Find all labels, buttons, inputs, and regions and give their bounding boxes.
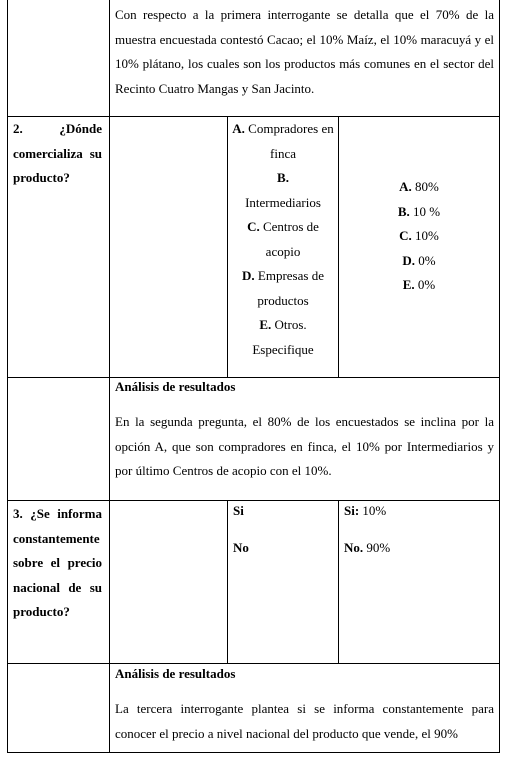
q2-option-b: B. Intermediarios (245, 170, 321, 210)
row-divider (7, 500, 500, 501)
q3-option-si: Si (233, 503, 244, 518)
q2-option-c: C. Centros de acopio (247, 219, 319, 259)
q2-option-e: E. Otros. Especifique (252, 317, 314, 357)
q2-result-e: E. 0% (402, 277, 436, 292)
column-divider-2 (227, 116, 228, 378)
table-border-bottom (7, 752, 500, 753)
q2-options-list (229, 117, 337, 362)
q2-result-c: C. 10% (399, 228, 439, 243)
column-divider-2b (227, 500, 228, 664)
q3-option-no: No (233, 540, 249, 555)
q2-option-d: D. Empresas de productos (242, 268, 324, 308)
q2-analysis-text: En la segunda pregunta, el 80% de los encuestados se inclina por la opción A, que son compradores en finca, el 10% por Intermediarios y por último Centros de acopio con el 10%. (115, 414, 494, 478)
q2-results-list (340, 175, 498, 298)
q3-result-no: No. 90% (344, 540, 391, 555)
q3-question: 3. ¿Se informa constantemente sobre el precio nacional de su producto? (13, 506, 102, 619)
q2-result-d: D. 0% (402, 252, 436, 268)
q2-result-b: B. 10 % (397, 203, 441, 219)
q1-analysis-text: Con respecto a la primera interrogante se detalla que el 70% de la muestra encuestada contestó Cacao; el 10% Maíz, el 10% maracuyá y el 10% plátano, los cuales son los productos más comunes en el sector del Recinto Cuatro Mangas y San Jacinto. (115, 7, 494, 96)
q3-analysis-title: Análisis de resultados (115, 666, 236, 681)
column-divider-3b (338, 500, 339, 664)
q2-option-a: A. Compradores en finca (232, 121, 334, 161)
q2-analysis-title: Análisis de resultados (115, 379, 236, 394)
q2-result-a: A. 80% (399, 179, 439, 194)
q3-result-si: Si: 10% (344, 503, 387, 518)
q2-question: 2. ¿Dónde comercializa su producto? (13, 121, 102, 185)
row-divider (7, 663, 500, 664)
column-divider-3 (338, 116, 339, 378)
q3-analysis-text: La tercera interrogante plantea si se informa constantemente para conocer el precio a nivel nacional del producto que vende, el 90% (115, 701, 494, 741)
